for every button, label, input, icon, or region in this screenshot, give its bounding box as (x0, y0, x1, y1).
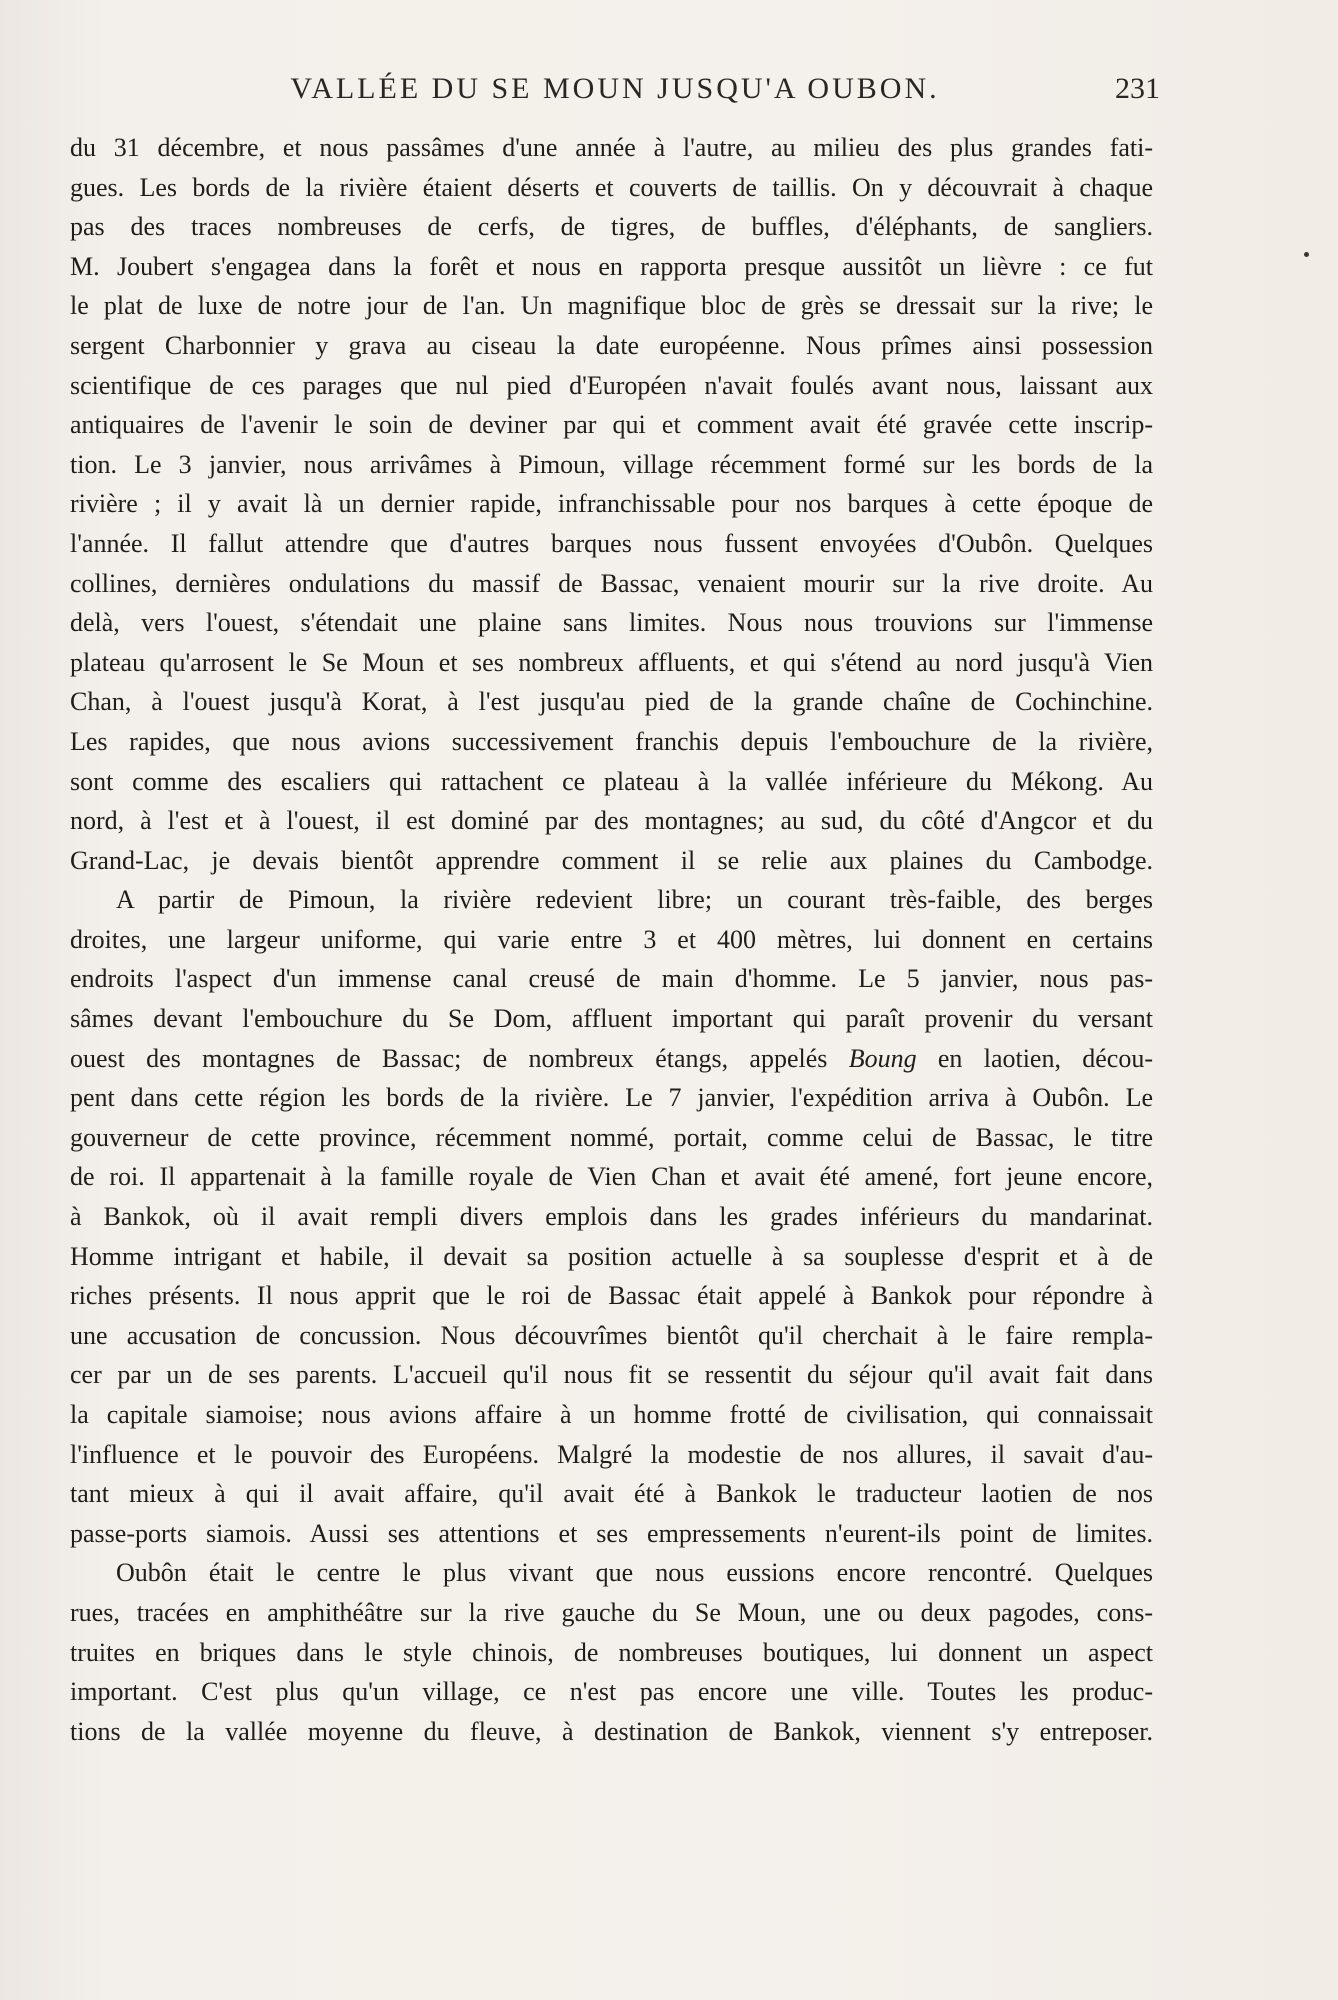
text-line: sergent Charbonnier y grava au ciseau la date européenne. Nous prîmes ainsi possession (70, 330, 1153, 360)
text-line: pas des traces nombreuses de cerfs, de tigres, de buffles, d'éléphants, de sangliers. (70, 212, 1153, 242)
text-line: la capitale siamoise; nous avions affaire à un homme frotté de civilisation, qui connaissait (70, 1400, 1153, 1429)
text-line: nord, à l'est et à l'ouest, il est dominé par des montagnes; au sud, du côté d'Angcor et du (70, 806, 1153, 836)
text-line: A partir de Pimoun, la rivière redevient libre; un courant très-faible, des berges (116, 885, 1153, 915)
text-line: tions de la vallée moyenne du fleuve, à destination de Bankok, viennent s'y entreposer. (70, 1716, 1153, 1746)
text-line: gouverneur de cette province, récemment nommé, portait, comme celui de Bassac, le titre (70, 1122, 1153, 1152)
body-text (70, 128, 1153, 1751)
page-header (70, 72, 1160, 118)
text-line: plateau qu'arrosent le Se Moun et ses nombreux affluents, et qui s'étend au nord jusqu'à Vien (70, 647, 1153, 677)
text-line: tion. Le 3 janvier, nous arrivâmes à Pimoun, village récemment formé sur les bords de la (70, 449, 1153, 479)
text-line: Grand-Lac, je devais bientôt apprendre comment il se relie aux plaines du Cambodge. (70, 845, 1153, 875)
text-line: important. C'est plus qu'un village, ce n'est pas encore une ville. Toutes les produc- (70, 1677, 1153, 1707)
text-line: gues. Les bords de la rivière étaient déserts et couverts de taillis. On y découvrait à chaque (70, 172, 1153, 202)
text-line: l'influence et le pouvoir des Européens. Malgré la modestie de nos allures, il savait d'au- (70, 1439, 1153, 1469)
text-line: Oubôn était le centre le plus vivant que nous eussions encore rencontré. Quelques (116, 1558, 1153, 1588)
text-line: l'année. Il fallut attendre que d'autres barques nous fussent envoyées d'Oubôn. Quelques (70, 528, 1153, 558)
page-number: 231 (1115, 72, 1160, 105)
text-line: scientifique de ces parages que nul pied d'Européen n'avait foulés avant nous, laissant aux (70, 370, 1153, 400)
paragraph-2 (70, 880, 1153, 1553)
text-line: une accusation de concussion. Nous découvrîmes bientôt qu'il cherchait à le faire rempla- (70, 1320, 1153, 1350)
italic-term: Boung (848, 1043, 917, 1073)
text-line: du 31 décembre, et nous passâmes d'une année à l'autre, au milieu des plus grandes fati- (70, 133, 1153, 162)
text-line: passe-ports siamois. Aussi ses attentions et ses empressements n'eurent-ils point de limites. (70, 1518, 1153, 1548)
text-line: rivière ; il y avait là un dernier rapide, infranchissable pour nos barques à cette époque de (70, 489, 1153, 519)
text-line: truites en briques dans le style chinois, de nombreuses boutiques, lui donnent un aspect (70, 1637, 1153, 1667)
text-line: pent dans cette région les bords de la rivière. Le 7 janvier, l'expédition arriva à Oubôn. Le (70, 1083, 1153, 1113)
text-line: le plat de luxe de notre jour de l'an. Un magnifique bloc de grès se dressait sur la rive; le (70, 291, 1153, 321)
text-line: Homme intrigant et habile, il devait sa position actuelle à sa souplesse d'esprit et à de (70, 1241, 1153, 1271)
text-line: delà, vers l'ouest, s'étendait une plaine sans limites. Nous nous trouvions sur l'immense (70, 608, 1153, 638)
paragraph-1 (70, 128, 1153, 880)
running-title: VALLÉE DU SE MOUN JUSQU'A OUBON. (290, 72, 940, 105)
text-line: sâmes devant l'embouchure du Se Dom, affluent important qui paraît provenir du versant (70, 1004, 1153, 1034)
text-line: rues, tracées en amphithéâtre sur la rive gauche du Se Moun, une ou deux pagodes, cons- (70, 1597, 1153, 1627)
text-line: M. Joubert s'engagea dans la forêt et nous en rapporta presque aussitôt un lièvre : ce fut (70, 251, 1153, 281)
text-line: à Bankok, où il avait rempli divers emplois dans les grades inférieurs du mandarinat. (70, 1202, 1153, 1232)
text-line: Les rapides, que nous avions successivement franchis depuis l'embouchure de la rivière, (70, 726, 1153, 756)
text-line: antiquaires de l'avenir le soin de deviner par qui et comment avait été gravée cette inscrip- (70, 410, 1153, 440)
text-line: ouest des montagnes de Bassac; de nombreux étangs, appelés Boung en laotien, décou- (70, 1043, 1153, 1073)
text-line: Chan, à l'ouest jusqu'à Korat, à l'est jusqu'au pied de la grande chaîne de Cochinchine. (70, 687, 1153, 717)
text-line: sont comme des escaliers qui rattachent ce plateau à la vallée inférieure du Mékong. Au (70, 766, 1153, 796)
text-line: cer par un de ses parents. L'accueil qu'il nous fit se ressentit du séjour qu'il avait fait dans (70, 1360, 1153, 1390)
margin-mark (1304, 252, 1309, 257)
text-line: riches présents. Il nous apprit que le roi de Bassac était appelé à Bankok pour répondre à (70, 1281, 1153, 1311)
text-line: endroits l'aspect d'un immense canal creusé de main d'homme. Le 5 janvier, nous pas- (70, 964, 1153, 994)
text-line: droites, une largeur uniforme, qui varie entre 3 et 400 mètres, lui donnent en certains (70, 924, 1153, 954)
text-line: tant mieux à qui il avait affaire, qu'il avait été à Bankok le traducteur laotien de nos (70, 1479, 1153, 1509)
text-line: collines, dernières ondulations du massif de Bassac, venaient mourir sur la rive droite. Au (70, 568, 1153, 598)
paragraph-3 (70, 1553, 1153, 1751)
text-line: de roi. Il appartenait à la famille royale de Vien Chan et avait été amené, fort jeune encore, (70, 1162, 1153, 1192)
